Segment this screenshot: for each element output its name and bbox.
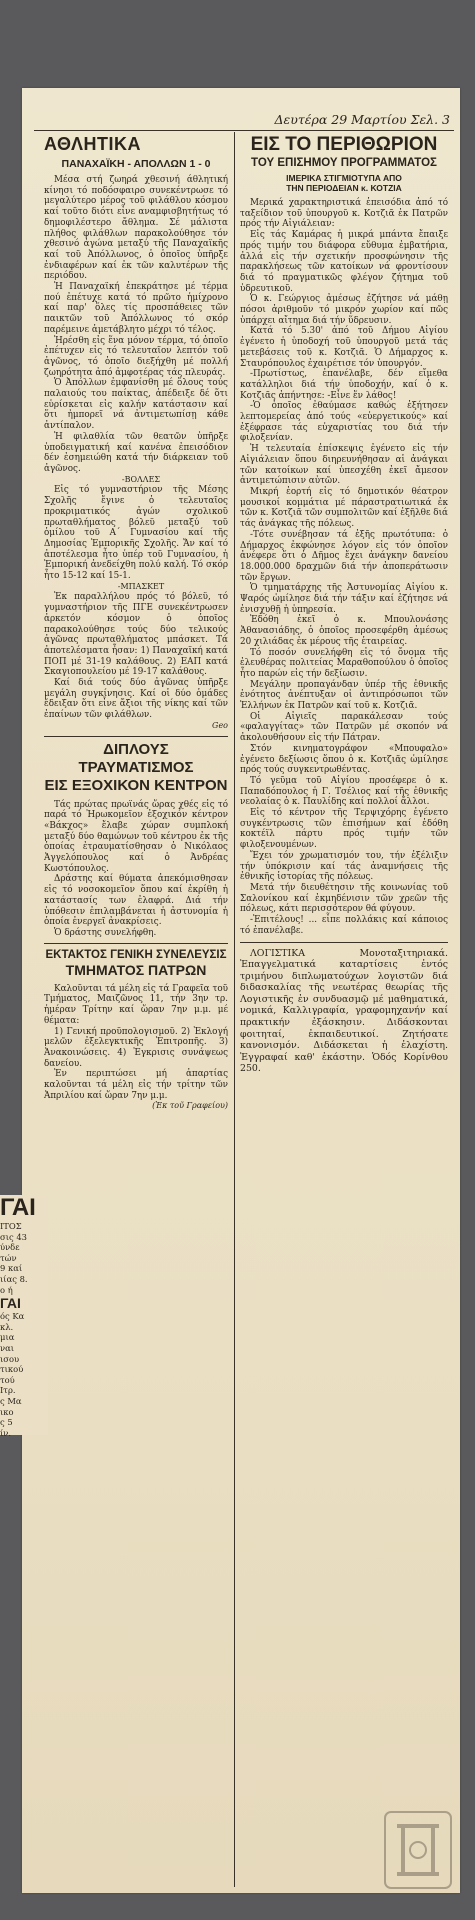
article-paragraph: Στόν κινηματογράφον «Μπουφαλο» ἐγένετο δεξίωσις ὅπου ὁ κ. Κοτζιᾶς ὡμίλησε πρός τούς συγκεντρωθέντας. xyxy=(240,743,448,776)
fragment-line: ικο xyxy=(0,1406,14,1417)
article-paragraph: -Πρωτίστως, ἐπανέλαβε, δέν εἴμεθα κατάλληλοι διά τήν ὑποδοχήν, καί ὁ κ. Κοτζιᾶς ἀπήντησε: -Εἶνε ἕν λάθος! xyxy=(240,369,448,401)
assembly-title: ΕΚΤΑΚΤΟΣ ΓΕΝΙΚΗ ΣΥΝΕΛΕΥΣΙΣ xyxy=(45,948,227,961)
article-paragraph: Μετά τήν διευθέτησιν τῆς κοινωνίας τοῦ Σαλονίκου καί ἐκμηδένισιν τῶν χρεῶν τῆς πόλεως, κάτι περισσότερον θά φύγουν. xyxy=(240,883,448,915)
accident-title-2: ΕΙΣ ΕΞΟΧΙΚΟΝ ΚΕΝΤΡΟΝ xyxy=(44,776,228,794)
article-paragraph: Ὁ κ. Γεώργιος ἀμέσως ἐζήτησε νά μάθῃ πόσοι ἀριθμοῦν τό μικρόν χωρίον καί πῶς ὑπάρχει αἴτημα διά τήν ὕδρευσιν. xyxy=(240,294,448,326)
fragment-line: ς 5 xyxy=(0,1417,13,1428)
article-paragraph: Οἱ Αἰγιεῖς παρακάλεσαν τούς «φαλαγγίτας» τῶν Πατρῶν μέ σκοπόν νά ἀκολουθήσουν εἰς τήν Πάτραν. xyxy=(240,711,448,744)
assembly-title-2: ΤΜΗΜΑΤΟΣ ΠΑΤΡΩΝ xyxy=(65,961,207,978)
left-column xyxy=(44,134,228,1112)
article-paragraph: Κατά τό 5.30' ἀπό τοῦ Δήμου Αἰγίου ἐγένετο ἡ ὑποδοχή τοῦ ὑπουργοῦ μετά τάς μετεβάσεις τοῦ κ. Κοτζιᾶ. Ὁ Δήμαρχος κ. Σταυρόπουλος ἐχαιρέτισε τόν ὑπουργόν. xyxy=(240,326,448,369)
fragment-line: ισου xyxy=(0,1353,20,1364)
subheadline-2: ΤΗΝ ΠΕΡΙΟΔΕΙΑΝ κ. ΚΟΤΖΙΑ xyxy=(286,183,402,193)
classified-ad: ΛΟΓΙΣΤΙΚΑ Μονοταξιτηριακά. Ἐπαγγελματικά καταρτίσεις ἐντός τριμήνου διπλωματούχων λογιστῶν διά διδασκαλίας τῆς νεωτέρας θεωρίας τῆς Λογιστικῆς ἐν συνδυασμῷ μέ μαθηματικά, νομικά, Καλλιγραφία, γραφομηχανήν καί πρακτικήν ἐξάσκησιν. Διδάσκονται φοιτηταί, ἐκπαιδευτικοί. Ζητήσατε κανονισμόν. Διδάσκεται ἡ ἐλαχίστη. Ἐγγραφαί καθ' ἑκάστην. Ὁδός Κορίνθου 250. xyxy=(240,947,448,1075)
article-paragraph: Ἡ τελευταία ἐπίσκεψις ἐγένετο εἰς τήν Αἰγιάλειαν ὅπου διηρευνήθησαν αἱ ἀνάγκαι τῶν κατοίκων καί ὑπεσχέθη ἐκεῖ ἄμεσον ἀντιμετώπισιν αὐτῶν. xyxy=(240,444,448,487)
fragment-line: τών xyxy=(0,1252,17,1263)
fragment-line: ΙΤΟΣ xyxy=(0,1221,22,1231)
article-paragraph: Ὁ Ἀπόλλων ἐμφανίσθη μέ ὅλους τούς παλαιούς του παίκτας, ἀπέδειξε δέ ὅτι εὑρίσκεται εἰς καλήν κατάστασιν καί ὅτι ἠμπορεῖ νά ἀντιμετωπίσῃ κάθε ἀντίπαλον. xyxy=(44,378,228,432)
article-paragraph: Ὁ δράστης συνελήφθη. xyxy=(54,928,157,938)
article-paragraph: Μικρή ἑορτή εἰς τό δημοτικόν θέατρον μουσικοί κομμάτια μέ πάραστρατιωτικά ἐκ τῶν κ. Κοτζιᾶ τῶν συμπολιτῶν καί ἐξῆλθε διά τάς ἀνάγκας τῆς πόλεως. xyxy=(240,486,448,530)
headline: ΕΙΣ ΤΟ ΠΕΡΙΘΩΡΙΟΝ xyxy=(250,134,438,155)
article-paragraph: Μερικά χαρακτηριστικά ἐπεισόδια ἀπό τό ταξείδιον τοῦ ὑπουργοῦ κ. Κοτζιᾶ ἐκ Πατρῶν πρός τήν Αἰγιάλειαν: xyxy=(240,198,448,230)
archive-seal-icon xyxy=(383,1810,453,1890)
fragment-line: Ιτρ. xyxy=(0,1385,16,1396)
article-paragraph: Ἐν περιπτώσει μή ἀπαρτίας καλοῦνται τά μέλη εἰς τήν τρίτην τῶν Ἀπριλίου καί ὥραν 7ην μ.μ. xyxy=(44,1069,228,1101)
divider xyxy=(44,736,228,737)
headline-2: ΤΟΥ ΕΠΙΣΗΜΟΥ ΠΡΟΓΡΑΜΜΑΤΟΣ xyxy=(251,157,437,169)
signature: Geo xyxy=(212,720,228,730)
article-paragraph: Τό ποσόν συνελήφθη εἰς τό ὄνομα τῆς ἐλευθέρας πολιτείας Μαραθοπούλου ὁ ὁποῖος ἦτο παρών εἰς τήν δεξίωσιν. xyxy=(240,647,448,679)
fragment-line: τικού xyxy=(0,1364,24,1375)
fragment-line: τού xyxy=(0,1374,15,1385)
section-title: ΑΘΛΗΤΙΚΑ xyxy=(44,134,142,154)
fragment-line: ΓΑΙ xyxy=(0,1295,21,1312)
fragment-line: κλ. xyxy=(0,1321,14,1332)
right-column xyxy=(240,134,448,1075)
match-title: ΠΑΝΑΧΑΪΚΗ - ΑΠΟΛΛΩΝ 1 - 0 xyxy=(61,158,211,170)
article-paragraph: 1) Γενική προϋπολογισμοῦ. 2) Ἐκλογή μελῶν ἐξελεγκτικῆς Ἐπιτροπῆς. 3) Ἀνακοινώσεις. 4) Ἐγκρισις συνάψεως δανείου. xyxy=(44,1026,228,1069)
article-paragraph: Εἰς τάς Καμάρας ἡ μικρά μπάντα ἔπαιξε πρός τιμήν του διάφορα εὔθυμα ἐμβατήρια, ἀλλά εἰς τήν σχετικήν προσφώνησιν τῆς παρακλήσεως τῶν κατοίκων νά φροντίσουν διά τό πραγματικῶς φλέγον ζήτημα τοῦ ὑδρευτικοῦ. xyxy=(240,230,448,294)
article-paragraph: Μεγάλην προπαγάνδαν ὑπέρ τῆς ἐθνικῆς ἑνότητος ἀνέπτυξαν οἱ ἀντιπρόσωποι τῶν Ἑλλήνων ἐκ Πατρῶν καί τοῦ κ. Κοτζιᾶ. xyxy=(240,679,448,712)
accident-title: ΔΙΠΛΟΥΣ ΤΡΑΥΜΑΤΙΣΜΟΣ xyxy=(78,740,194,776)
fragment-line: ναι xyxy=(0,1342,15,1353)
fragment-line: ίν. xyxy=(0,1427,12,1438)
article-paragraph: Τάς πρώτας πρωϊνάς ὥρας χθές εἰς τό παρά τό Ἠρωκομεῖον ἐξοχικόν κέντρον «Βάκχος» ἔλαβε χώραν συμπλοκή μεταξύ δύο θαμώνων τοῦ κέντρου ἐκ τῆς ὁποίας ἐτραυματίσθησαν ὁ Νικόλαος Ἀγγελόπουλος καί ὁ Ἀνδρέας Κωστόπουλος. xyxy=(44,799,228,874)
article-paragraph: -Ἐπιτέλους! ... εἶπε πολλάκις καί κάποιος τό ἐπανέλαβε. xyxy=(240,915,448,936)
signature: (Ἐκ τοῦ Γραφείου) xyxy=(152,1101,228,1111)
article-paragraph: Καλοῦνται τά μέλη εἰς τά Γραφεῖα τοῦ Τμήματος, Μαιζῶνος 11, τήν 3ην τρ. ἡμέραν Τρίτην καί ὥραν 7ην μ.μ. μέ θέματα: xyxy=(44,983,228,1026)
article-paragraph: -Τότε συνέβησαν τά ἑξῆς πρωτότυπα: ὁ Δήμαρχος ἐκφώνησε λόγον εἰς τόν ὁποῖον ἀνέφερε ὅτι ὁ Δῆμος ἔχει ἀνάγκην δανείου 18.000.000 δραχμῶν διά τήν ἀποπεράτωσιν τῶν ἔργων. xyxy=(240,529,448,583)
fragment-line: ο ή xyxy=(0,1284,13,1295)
column-divider xyxy=(234,132,235,1887)
article-paragraph: Ἐκ παραλλήλου πρός τό βόλεϋ, τό γυμναστήριον τῆς ΠΓΕ συνεκέντρωσεν ἀρκετόν κόσμον ὁ ὁποῖος παρακολούθησε τούς δύο τελικούς ἀγῶνας πρωταθλήματος μπάσκετ. Τά ἀποτελέσματα ἦσαν: 1) Παναχαϊκή κατά ΠΟΠ μέ 31-19 καλάθους. 2) ΕΑΠ κατά Σκαγιοπουλείου μέ 19-17 καλάθους. xyxy=(44,592,228,678)
article-paragraph: Εἰς τό κέντρον τῆς Τερψιχόρης ἐγένετο συγκέντρωσις τῶν ἐπισήμων καί ἐδόθη κοκτέϊλ πάρτυ πρός τιμήν τῶν φιλοξενουμένων. xyxy=(240,808,448,851)
article-paragraph: Ὁ τμηματάρχης τῆς Ἀστυνομίας Αἰγίου κ. Ψαρός ὡμίλησε διά τήν τάξιν καί ἐζήτησε νά ἐνισχυθῇ ἡ ὑπηρεσία. xyxy=(240,583,448,615)
article-paragraph: Εἰς τό γυμναστήριον τῆς Μέσης Σχολῆς ἔγινε ὁ τελευταῖος προκριματικός ἀγών σχολικοῦ πρωταθλήματος βόλεϋ μεταξύ τοῦ ὁμίλου τοῦ Α΄ Γυμνασίου καί τῆς Δημοσίας Ἐμπορικῆς Σχολῆς. Ἄν καί τό ἀποτέλεσμα ἦτο ὑπέρ τοῦ Γυμνασίου, ἡ Ἐμπορική ἀνεδείχθη πολύ καλή. Τό σκόρ ἦτο 15-12 καί 15-1. xyxy=(44,485,228,582)
article-paragraph: -Ὁ ὁποῖος ἐθαύμασε καθώς ἐξήτησεν λεπτομερείας ἀπό τούς «εὐεργετικούς» καί ἐξέφρασε τάς εὐχαριστίας του διά τήν φιλοξενίαν. xyxy=(240,401,448,444)
article-paragraph: Ἔχει τόν χρωματισμόν του, τήν ἐξέλιξιν τήν ὑπόκρισιν καί τάς ἀναμνήσεις τῆς ἐθνικῆς ἱστορίας τῆς πόλεως. xyxy=(240,850,448,883)
subhead-basket: -ΜΠΑΣΚΕΤ xyxy=(117,581,165,591)
fragment-line: ιίας 8. xyxy=(0,1273,28,1284)
article-paragraph: Τό γεῦμα τοῦ Αἰγίου προσέφερε ὁ κ. Παπαδόπουλος ἡ Γ. Τσέλιος καί τῆς ἐθνικῆς νεολαίας ὁ κ. Παυλίδης καί πολλοί ἄλλοι. xyxy=(240,775,448,808)
top-rule xyxy=(34,130,454,131)
article-paragraph: Ἡ Παναχαϊκή ἐπεκράτησε μέ τέρμα πού ἐπέτυχε κατά τό πρῶτο ἡμίχρονο καί παρ' ὅλες τίς προσπάθειες τῶν παικτῶν τοῦ Ἀπόλλωνος τό σκόρ παρέμεινε ἀμετάβλητο μέχρι τό τέλος. xyxy=(44,282,228,335)
article-paragraph: Ἡ φιλαθλία τῶν θεατῶν ὑπῆρξε ὑποδειγματική καί κανένα ἐπεισόδιον δέν ἐσημειώθη κατά τήν διάρκειαν τοῦ ἀγῶνος. xyxy=(44,431,228,474)
torn-fragment xyxy=(0,1194,48,1438)
dateline: Δευτέρα 29 Μαρτίου Σελ. 3 xyxy=(274,112,450,127)
article-paragraph: Καί διά τούς δύο ἀγῶνας ὑπῆρξε μεγάλη συγκίνησις. Καί οἱ δύο ὁμάδες ἔδειξαν ὅτι εἶνε ἄξιοι τῆς νίκης καί τῶν ἐπαίνων τῶν φιλάθλων. xyxy=(44,678,228,721)
fragment-line: ς Μα xyxy=(0,1395,22,1406)
subhead-volley: -ΒΟΛΛΕΣ xyxy=(121,474,161,484)
fragment-line: ύνδε xyxy=(0,1242,20,1253)
subheadline: ΙΜΕΡΙΚΑ ΣΤΙΓΜΙΟΤΥΠΑ ΑΠΟ xyxy=(286,173,402,183)
article-paragraph: Ἐδόθη ἐκεῖ ὁ κ. Μπουλονάσης Ἀθανασιάδης, ὁ ὁποῖος προσεφέρθη ἀμέσως 20 χιλιάδας ἐκ μέρους τῆς ἑταιρείας. xyxy=(240,615,448,647)
article-paragraph: Ἡρέσθη εἰς ἕνα μόνον τέρμα, τό ὁποῖο ἐπέτυχεν εἰς τό τελευταῖον λεπτόν τοῦ ἀγῶνος, τό ὁποῖο διεξήχθη μέ πολλή ζωηρότητα ἀπό ἀμφοτέρας τάς πλευράς. xyxy=(44,335,228,378)
article-paragraph: Δράστης καί θύματα ἀπεκόμισθησαν εἰς τό νοσοκομεῖον ὅπου καί ἐκρίθη ἡ κατάστασίς των ἐλαφρά. Διά τήν ὑπόθεσιν ἐπιλαμβάνεται ἡ ἀστυνομία ἡ ὁποία ἐνεργεῖ ἀνακρίσεις. xyxy=(44,874,228,928)
fragment-line: μια xyxy=(0,1332,15,1343)
article-paragraph: Μέσα στή ζωηρά χθεσινή άθλητική κίνησι τό ποδόσφαιρο συνεκέντρωσε τό μεγαλύτερο μέρος τοῦ φιλάθλου κόσμου καί τοῦτο διότι εἶνε αναμφισβητήτως τό δημοφιλέστερο ἄθλημα. Σέ μάλιστα πλήθος φιλάθλων παρακολούθησε τόν χθεσινό ἀγώνα μεταξύ τῆς Παναχαϊκῆς καί τοῦ Ἀπόλλωνος, ὁ ὁποῖος ὑπῆρξε ἐνδιαφέρων καί ἐκ τῶν καλυτέρων τῆς περιόδου. xyxy=(44,175,228,282)
fragment-line: ός Κα xyxy=(0,1311,25,1322)
divider xyxy=(240,942,448,943)
divider xyxy=(44,943,228,944)
fragment-line: σις 43 xyxy=(0,1231,28,1242)
fragment-heading: ΓΑΙ xyxy=(0,1194,36,1221)
fragment-line: 9 καί xyxy=(0,1263,23,1274)
